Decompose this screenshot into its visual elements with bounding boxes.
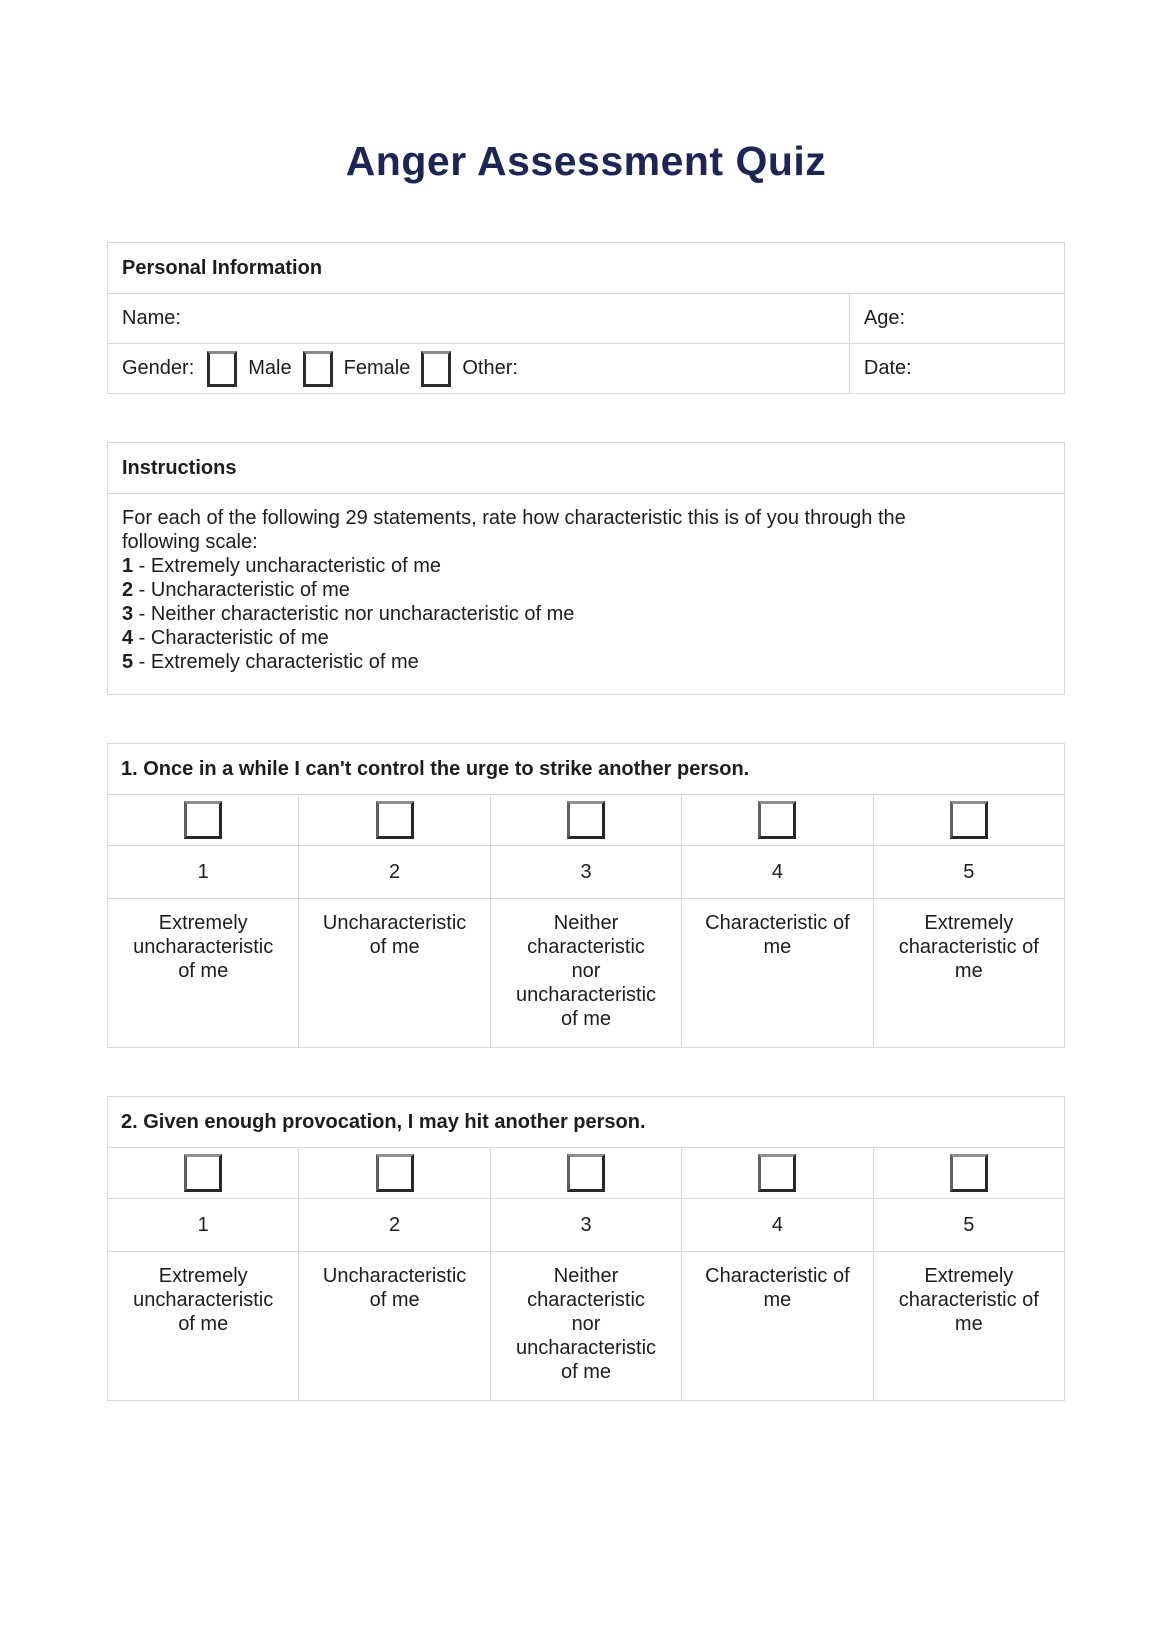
rating-label-2: Uncharacteristic of me (298, 1252, 489, 1400)
name-label: Name: (122, 307, 181, 329)
scale-label: Extremely characteristic of me (150, 651, 419, 673)
rating-label-2: Uncharacteristic of me (298, 899, 489, 1047)
rating-value-5: 5 (873, 846, 1064, 898)
question-2-rating-4-checkbox[interactable] (758, 1154, 796, 1192)
question-2-checkbox-row (108, 1147, 1064, 1198)
question-2-rating-5-checkbox[interactable] (950, 1154, 988, 1192)
gender-female-label: Female (343, 357, 411, 379)
rating-value-2: 2 (298, 1199, 489, 1251)
question-2-value-row (108, 1198, 1064, 1251)
question-2-rating-1-checkbox[interactable] (184, 1154, 222, 1192)
age-field[interactable] (849, 294, 1064, 343)
instructions-intro: For each of the following 29 statements, rate how characteristic this is of you through the following scale: (122, 507, 906, 553)
question-1-rating-2-cell (298, 795, 489, 845)
rating-value-5: 5 (873, 1199, 1064, 1251)
page-title: Anger Assessment Quiz (345, 138, 827, 184)
scale-separator: - (133, 555, 151, 577)
rating-value-4: 4 (681, 1199, 872, 1251)
scale-label: Neither characteristic nor uncharacteristic of me (150, 603, 575, 625)
instructions-header: Instructions (122, 457, 237, 479)
question-1-rating-5-cell (873, 795, 1064, 845)
question-2-rating-5-cell (873, 1148, 1064, 1198)
question-1-rating-4-checkbox[interactable] (758, 801, 796, 839)
scale-line-1 (122, 554, 1050, 578)
scale-label: Characteristic of me (150, 627, 329, 649)
rating-label-4: Characteristic of me (681, 899, 872, 1047)
gender-date-row (108, 343, 1064, 393)
rating-value-3: 3 (490, 1199, 681, 1251)
scale-label: Uncharacteristic of me (150, 579, 350, 601)
gender-male-label: Male (248, 357, 292, 379)
scale-value: 3 (122, 603, 134, 625)
instructions-section (107, 442, 1065, 695)
scale-label: Extremely uncharacteristic of me (150, 555, 442, 577)
question-2-rating-3-cell (490, 1148, 681, 1198)
personal-info-header: Personal Information (122, 257, 323, 279)
scale-line-5 (122, 650, 1050, 674)
gender-male-checkbox[interactable] (207, 351, 237, 387)
question-2-label-row (108, 1251, 1064, 1400)
question-1-rating-3-checkbox[interactable] (567, 801, 605, 839)
rating-value-4: 4 (681, 846, 872, 898)
scale-value: 1 (122, 555, 134, 577)
question-1-rating-2-checkbox[interactable] (376, 801, 414, 839)
question-1-rating-4-cell (681, 795, 872, 845)
question-1-rating-3-cell (490, 795, 681, 845)
question-1-label-row (108, 898, 1064, 1047)
question-2-rating-1-cell (108, 1148, 298, 1198)
question-2-rating-3-checkbox[interactable] (567, 1154, 605, 1192)
rating-value-1: 1 (197, 1213, 209, 1236)
question-2-rating-4-cell (681, 1148, 872, 1198)
scale-line-3 (122, 602, 1050, 626)
rating-label-5: Extremely characteristic of me (873, 899, 1064, 1047)
rating-label-4: Characteristic of me (681, 1252, 872, 1400)
question-1-checkbox-row (108, 794, 1064, 845)
name-age-row (108, 293, 1064, 343)
scale-line-2 (122, 578, 1050, 602)
scale-separator: - (133, 579, 151, 601)
rating-value-1: 1 (197, 860, 209, 883)
rating-value-2: 2 (298, 846, 489, 898)
gender-label: Gender: (122, 357, 195, 379)
rating-label-1: Extremely uncharacteristic of me (133, 1265, 274, 1335)
question-1-section (107, 743, 1065, 1048)
scale-line-4 (122, 626, 1050, 650)
rating-label-5: Extremely characteristic of me (873, 1252, 1064, 1400)
question-1-rating-5-checkbox[interactable] (950, 801, 988, 839)
gender-other-label: Other: (462, 357, 518, 379)
document-page (107, 0, 1065, 1401)
question-2-rating-2-cell (298, 1148, 489, 1198)
question-1-value-row (108, 845, 1064, 898)
scale-separator: - (133, 603, 151, 625)
rating-value-3: 3 (490, 846, 681, 898)
scale-value: 2 (122, 579, 134, 601)
personal-info-section (107, 242, 1065, 394)
gender-field (108, 344, 849, 393)
instructions-body (108, 493, 1064, 694)
question-1-rating-1-checkbox[interactable] (184, 801, 222, 839)
date-label: Date: (863, 357, 912, 379)
date-field[interactable] (849, 344, 1064, 393)
scale-value: 4 (122, 627, 134, 649)
gender-female-checkbox[interactable] (303, 351, 333, 387)
age-label: Age: (863, 307, 906, 329)
scale-value: 5 (122, 651, 134, 673)
name-field[interactable] (108, 294, 849, 343)
rating-label-3: Neither characteristic nor uncharacteristic of me (490, 1252, 681, 1400)
question-2-title: 2. Given enough provocation, I may hit another person. (121, 1111, 646, 1133)
question-2-rating-2-checkbox[interactable] (376, 1154, 414, 1192)
rating-label-1: Extremely uncharacteristic of me (133, 912, 274, 982)
question-1-rating-1-cell (108, 795, 298, 845)
question-2-section (107, 1096, 1065, 1401)
rating-label-3: Neither characteristic nor uncharacteristic of me (490, 899, 681, 1047)
scale-separator: - (133, 651, 151, 673)
scale-separator: - (133, 627, 151, 649)
question-1-title: 1. Once in a while I can't control the urge to strike another person. (121, 758, 750, 780)
gender-other-checkbox[interactable] (421, 351, 451, 387)
